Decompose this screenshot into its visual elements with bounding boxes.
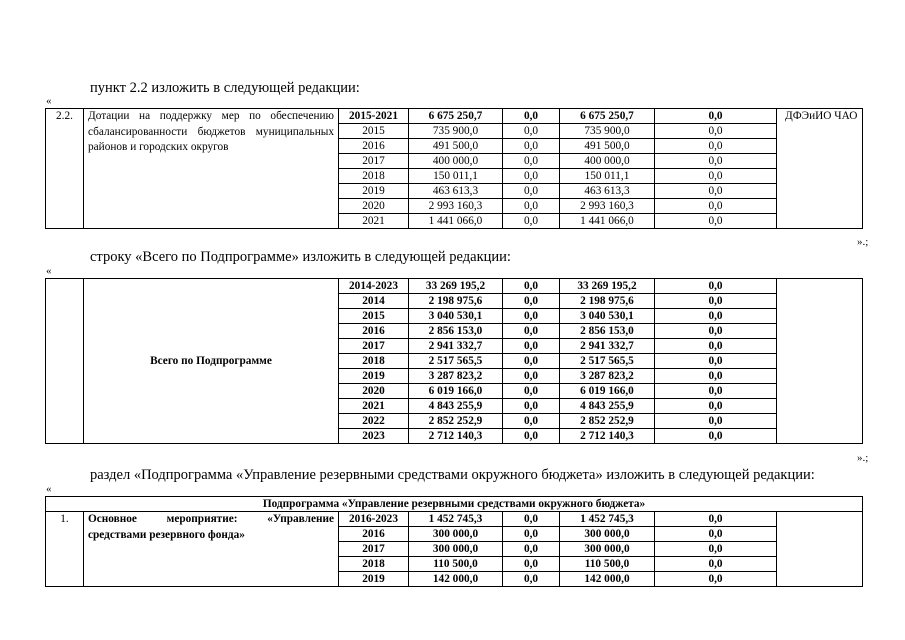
period-cell: 2022 (339, 414, 409, 429)
table-row (46, 279, 863, 294)
federal-cell: 0,0 (503, 527, 560, 542)
period-cell: 2015-2021 (339, 109, 409, 124)
other-cell: 0,0 (655, 294, 777, 309)
other-cell: 0,0 (655, 324, 777, 339)
district-cell: 3 287 823,2 (560, 369, 655, 384)
table-row (46, 512, 863, 527)
period-cell: 2016 (339, 527, 409, 542)
district-cell: 463 613,3 (560, 184, 655, 199)
federal-cell: 0,0 (503, 184, 560, 199)
federal-cell: 0,0 (503, 414, 560, 429)
total-cell: 491 500,0 (409, 139, 503, 154)
responsible-cell (777, 279, 863, 444)
federal-cell: 0,0 (503, 384, 560, 399)
district-cell: 400 000,0 (560, 154, 655, 169)
period-cell: 2017 (339, 154, 409, 169)
period-cell: 2014-2023 (339, 279, 409, 294)
total-cell: 1 441 066,0 (409, 214, 503, 229)
period-cell: 2015 (339, 124, 409, 139)
district-cell: 2 517 565,5 (560, 354, 655, 369)
period-cell: 2017 (339, 542, 409, 557)
other-cell: 0,0 (655, 354, 777, 369)
total-cell: 2 856 153,0 (409, 324, 503, 339)
other-cell: 0,0 (655, 139, 777, 154)
federal-cell: 0,0 (503, 279, 560, 294)
federal-cell: 0,0 (503, 354, 560, 369)
district-cell: 2 198 975,6 (560, 294, 655, 309)
period-cell: 2020 (339, 199, 409, 214)
federal-cell: 0,0 (503, 124, 560, 139)
close-quote-2: ».; (857, 452, 869, 464)
federal-cell: 0,0 (503, 109, 560, 124)
total-cell: 33 269 195,2 (409, 279, 503, 294)
district-cell: 1 441 066,0 (560, 214, 655, 229)
period-cell: 2018 (339, 354, 409, 369)
district-cell: 142 000,0 (560, 572, 655, 587)
total-cell: 300 000,0 (409, 542, 503, 557)
district-cell: 735 900,0 (560, 124, 655, 139)
federal-cell: 0,0 (503, 324, 560, 339)
other-cell: 0,0 (655, 512, 777, 527)
total-cell: 142 000,0 (409, 572, 503, 587)
total-cell: 3 040 530,1 (409, 309, 503, 324)
intro-paragraph-3: раздел «Подпрограмма «Управление резервными средствами окружного бюджета» изложить в следующей редакции: (90, 467, 815, 483)
district-cell: 33 269 195,2 (560, 279, 655, 294)
district-cell: 2 856 153,0 (560, 324, 655, 339)
other-cell: 0,0 (655, 199, 777, 214)
intro-paragraph-2: строку «Всего по Подпрограмме» изложить в следующей редакции: (90, 249, 511, 265)
period-cell: 2017 (339, 339, 409, 354)
other-cell: 0,0 (655, 572, 777, 587)
federal-cell: 0,0 (503, 309, 560, 324)
subprogram-header: Подпрограмма «Управление резервными средствами окружного бюджета» (46, 497, 863, 512)
row-number-cell: 2.2. (46, 109, 84, 229)
other-cell: 0,0 (655, 124, 777, 139)
period-cell: 2016 (339, 324, 409, 339)
period-cell: 2021 (339, 399, 409, 414)
total-cell: 463 613,3 (409, 184, 503, 199)
other-cell: 0,0 (655, 169, 777, 184)
total-cell: 2 198 975,6 (409, 294, 503, 309)
period-cell: 2019 (339, 369, 409, 384)
district-cell: 1 452 745,3 (560, 512, 655, 527)
district-cell: 2 712 140,3 (560, 429, 655, 444)
federal-cell: 0,0 (503, 512, 560, 527)
period-cell: 2015 (339, 309, 409, 324)
district-cell: 3 040 530,1 (560, 309, 655, 324)
period-cell: 2020 (339, 384, 409, 399)
other-cell: 0,0 (655, 279, 777, 294)
other-cell: 0,0 (655, 542, 777, 557)
district-cell: 4 843 255,9 (560, 399, 655, 414)
district-cell: 110 500,0 (560, 557, 655, 572)
period-cell: 2018 (339, 169, 409, 184)
open-quote-1: « (46, 95, 52, 107)
district-cell: 2 852 252,9 (560, 414, 655, 429)
district-cell: 6 019 166,0 (560, 384, 655, 399)
other-cell: 0,0 (655, 109, 777, 124)
other-cell: 0,0 (655, 369, 777, 384)
row-number-cell (46, 279, 84, 444)
total-cell: 2 941 332,7 (409, 339, 503, 354)
other-cell: 0,0 (655, 527, 777, 542)
total-cell: 4 843 255,9 (409, 399, 503, 414)
period-cell: 2021 (339, 214, 409, 229)
row-number-cell: 1. (46, 512, 84, 587)
other-cell: 0,0 (655, 399, 777, 414)
other-cell: 0,0 (655, 309, 777, 324)
open-quote-3: « (46, 483, 52, 495)
federal-cell: 0,0 (503, 339, 560, 354)
federal-cell: 0,0 (503, 399, 560, 414)
district-cell: 2 993 160,3 (560, 199, 655, 214)
total-cell: 2 517 565,5 (409, 354, 503, 369)
total-cell: 400 000,0 (409, 154, 503, 169)
federal-cell: 0,0 (503, 199, 560, 214)
measure-name-cell: Основное мероприятие: «Управление средствами резервного фонда» (84, 512, 339, 587)
total-cell: 6 675 250,7 (409, 109, 503, 124)
federal-cell: 0,0 (503, 557, 560, 572)
other-cell: 0,0 (655, 339, 777, 354)
intro-paragraph-1: пункт 2.2 изложить в следующей редакции: (90, 80, 360, 96)
table-header-row (46, 497, 863, 512)
district-cell: 300 000,0 (560, 542, 655, 557)
federal-cell: 0,0 (503, 572, 560, 587)
total-cell: 110 500,0 (409, 557, 503, 572)
period-cell: 2016 (339, 139, 409, 154)
total-cell: 3 287 823,2 (409, 369, 503, 384)
open-quote-2: « (46, 265, 52, 277)
total-cell: 2 712 140,3 (409, 429, 503, 444)
responsible-cell: ДФЭиИО ЧАО (777, 109, 863, 229)
other-cell: 0,0 (655, 184, 777, 199)
table-reserve-subprogram (45, 496, 863, 587)
district-cell: 491 500,0 (560, 139, 655, 154)
period-cell: 2019 (339, 572, 409, 587)
total-cell: 735 900,0 (409, 124, 503, 139)
table-row (46, 109, 863, 124)
total-cell: 300 000,0 (409, 527, 503, 542)
district-cell: 6 675 250,7 (560, 109, 655, 124)
federal-cell: 0,0 (503, 214, 560, 229)
total-cell: 150 011,1 (409, 169, 503, 184)
other-cell: 0,0 (655, 154, 777, 169)
federal-cell: 0,0 (503, 139, 560, 154)
total-cell: 2 993 160,3 (409, 199, 503, 214)
federal-cell: 0,0 (503, 169, 560, 184)
district-cell: 300 000,0 (560, 527, 655, 542)
total-cell: 2 852 252,9 (409, 414, 503, 429)
other-cell: 0,0 (655, 214, 777, 229)
table-total-subprogram (45, 278, 863, 444)
responsible-cell (777, 512, 863, 587)
district-cell: 2 941 332,7 (560, 339, 655, 354)
federal-cell: 0,0 (503, 154, 560, 169)
period-cell: 2018 (339, 557, 409, 572)
table-point-2-2 (45, 108, 863, 229)
other-cell: 0,0 (655, 384, 777, 399)
federal-cell: 0,0 (503, 294, 560, 309)
other-cell: 0,0 (655, 429, 777, 444)
close-quote-1: ».; (857, 236, 869, 248)
federal-cell: 0,0 (503, 542, 560, 557)
measure-name-cell: Всего по Подпрограмме (84, 279, 339, 444)
other-cell: 0,0 (655, 414, 777, 429)
total-cell: 6 019 166,0 (409, 384, 503, 399)
period-cell: 2016-2023 (339, 512, 409, 527)
period-cell: 2019 (339, 184, 409, 199)
district-cell: 150 011,1 (560, 169, 655, 184)
measure-name-cell: Дотации на поддержку мер по обеспечению сбалансированности бюджетов муниципальных районов и городских округов (84, 109, 339, 229)
period-cell: 2014 (339, 294, 409, 309)
federal-cell: 0,0 (503, 369, 560, 384)
total-cell: 1 452 745,3 (409, 512, 503, 527)
federal-cell: 0,0 (503, 429, 560, 444)
other-cell: 0,0 (655, 557, 777, 572)
period-cell: 2023 (339, 429, 409, 444)
